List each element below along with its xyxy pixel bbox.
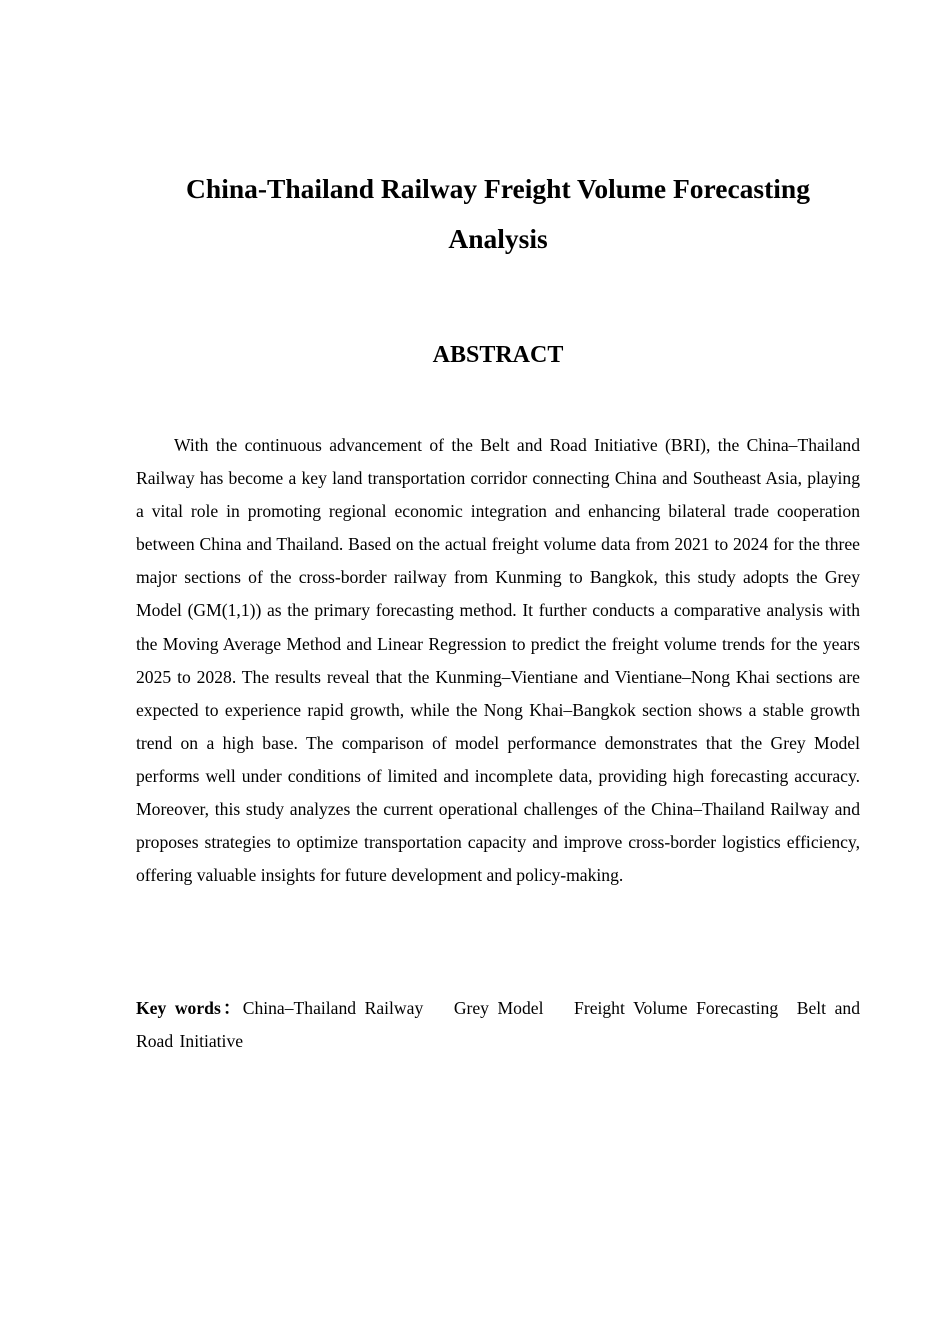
keywords-line bbox=[136, 992, 860, 1058]
abstract-heading: ABSTRACT bbox=[432, 342, 564, 368]
keyword-item: Belt and Road Initiative bbox=[136, 998, 860, 1052]
paper-title: China-Thailand Railway Freight Volume Forecasting Analysis bbox=[186, 173, 810, 254]
keyword-item: China–Thailand Railway bbox=[242, 998, 424, 1018]
abstract-body: With the continuous advancement of the Belt and Road Initiative (BRI), the China–Thailand Railway has become a key land transportation corridor connecting China and Southeast Asia, playing a vital role in promoting regional economic integration and enhancing bilateral trade cooperation between China and Thailand. Based on the actual freight volume data from 2021 to 2024 for the three major sections of the cross-border railway from Kunming to Bangkok, this study adopts the Grey Model (GM(1,1)) as the primary forecasting method. It further conducts a comparative analysis with the Moving Average Method and Linear Regression to predict the freight volume trends for the years 2025 to 2028. The results reveal that the Kunming–Vientiane and Vientiane–Nong Khai sections are expected to experience rapid growth, while the Nong Khai–Bangkok section shows a stable growth trend on a high base. The comparison of model performance demonstrates that the Grey Model performs well under conditions of limited and incomplete data, providing high forecasting accuracy. Moreover, this study analyzes the current operational challenges of the China–Thailand Railway and proposes strategies to optimize transportation capacity and improve cross-border logistics efficiency, offering valuable insights for future development and policy-making. bbox=[136, 435, 860, 886]
keyword-item: Grey Model bbox=[453, 998, 544, 1018]
keyword-item: Freight Volume Forecasting bbox=[574, 998, 779, 1018]
keywords-label: Key words： bbox=[136, 998, 243, 1018]
